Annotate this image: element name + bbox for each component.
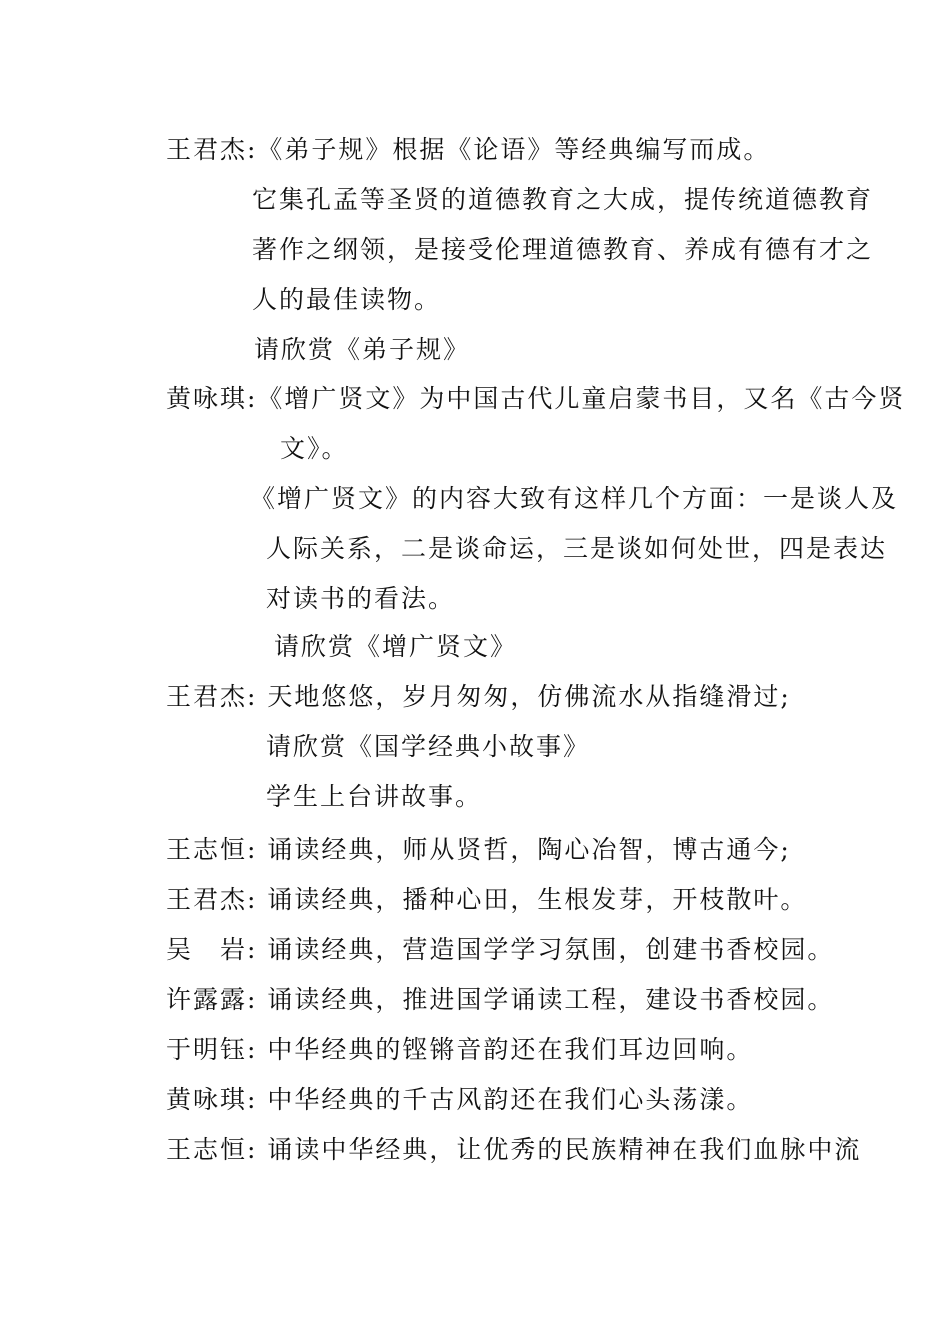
line-2: 它集孔孟等圣贤的道德教育之大成，提传统道德教育 (252, 185, 874, 214)
line-13: 请欣赏《国学经典小故事》 (266, 732, 591, 761)
line-8: 《增广贤文》的内容大致有这样几个方面：一是谈人及 (250, 484, 899, 513)
line-17: 吴 岩: 诵读经典，营造国学学习氛围，创建书香校园。 (166, 935, 835, 964)
line-20: 黄咏琪: 中华经典的千古风韵还在我们心头荡漾。 (166, 1085, 754, 1114)
line-6: 黄咏琪:《增广贤文》为中国古代儿童启蒙书目，又名《古今贤 (166, 384, 906, 413)
line-7: 文》。 (280, 434, 349, 463)
line-11: 请欣赏《增广贤文》 (274, 632, 518, 661)
line-18: 许露露: 诵读经典，推进国学诵读工程，建设书香校园。 (166, 985, 835, 1014)
line-5: 请欣赏《弟子规》 (254, 335, 471, 364)
line-19: 于明钰: 中华经典的铿锵音韵还在我们耳边回响。 (166, 1035, 754, 1064)
line-1: 王君杰:《弟子规》根据《论语》等经典编写而成。 (166, 135, 771, 164)
line-21: 王志恒: 诵读中华经典，让优秀的民族精神在我们血脉中流 (166, 1135, 862, 1164)
line-15: 王志恒: 诵读经典，师从贤哲，陶心冶智，博古通今; (166, 835, 791, 864)
line-12: 王君杰: 天地悠悠，岁月匆匆，仿佛流水从指缝滑过; (166, 682, 791, 711)
line-3: 著作之纲领，是接受伦理道德教育、养成有德有才之 (252, 235, 874, 264)
line-10: 对读书的看法。 (266, 584, 456, 613)
line-14: 学生上台讲故事。 (266, 782, 483, 811)
line-16: 王君杰: 诵读经典，播种心田，生根发芽，开枝散叶。 (166, 885, 808, 914)
line-9: 人际关系，二是谈命运，三是谈如何处世，四是表达 (266, 534, 888, 563)
line-4: 人的最佳读物。 (252, 285, 442, 314)
